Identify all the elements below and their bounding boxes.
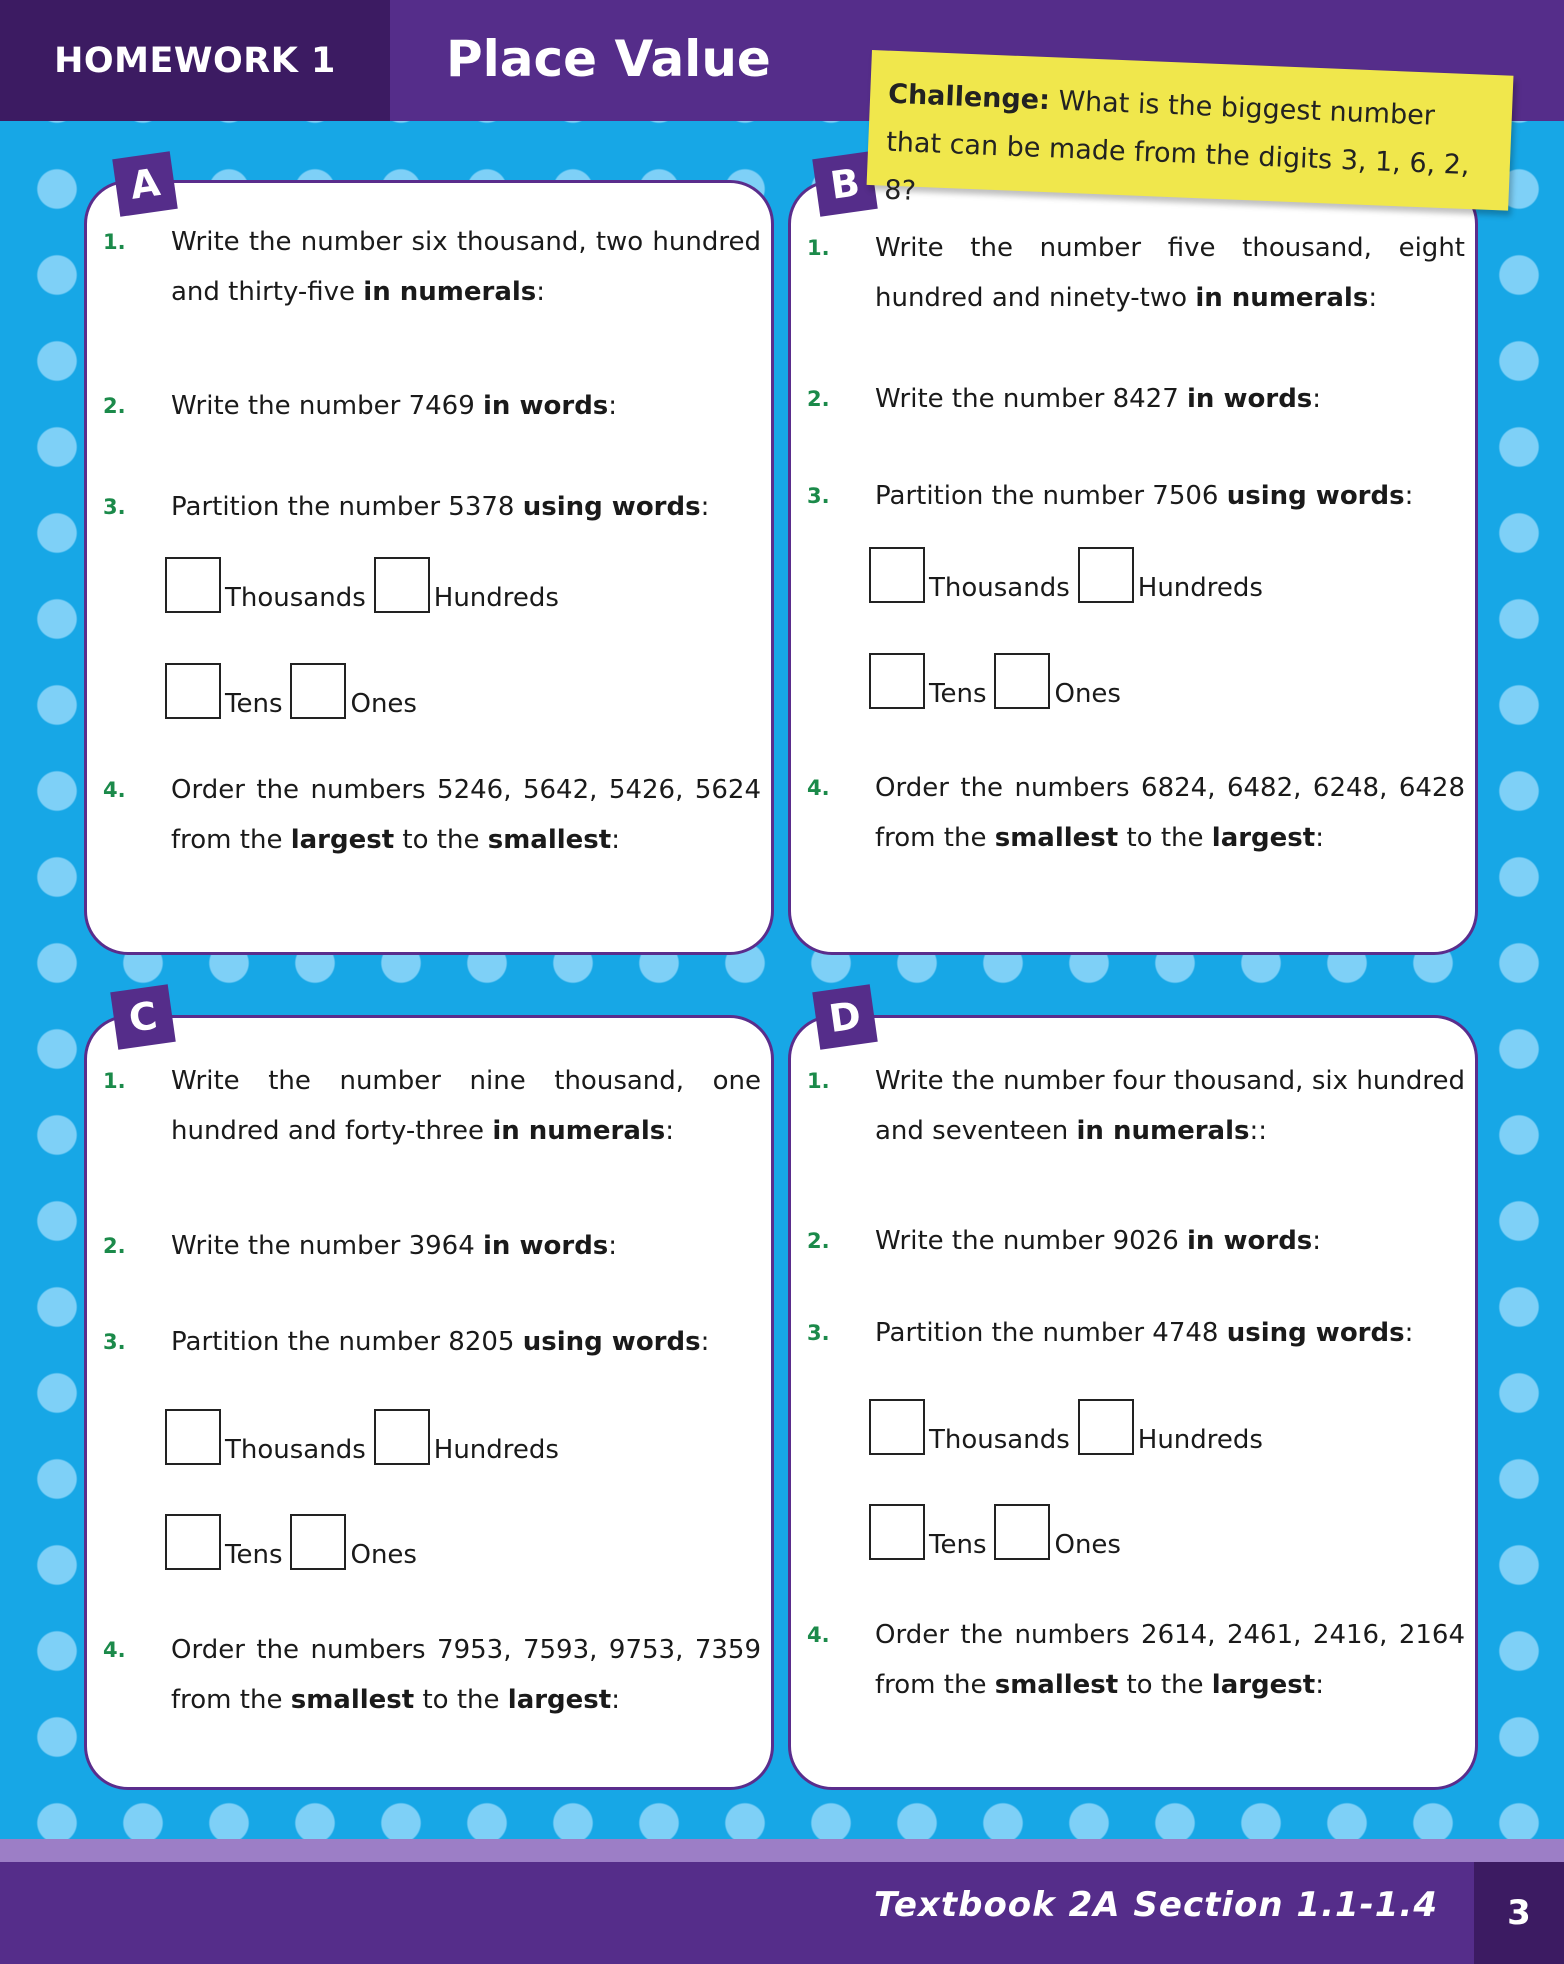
- question-text: Write the number nine thousand, one hundred and forty-three in numerals:: [171, 1066, 761, 1146]
- question-text: Order the numbers 5246, 5642, 5426, 5624 from the largest to the smallest:: [171, 775, 761, 855]
- challenge-label: Challenge:: [887, 78, 1051, 117]
- partition-row-tens-ones: Tens Ones: [869, 1504, 1129, 1560]
- ones-answer-box[interactable]: [994, 1504, 1050, 1560]
- section-badge-b: B: [812, 151, 878, 217]
- partition-row-thousands-hundreds: Thousands Hundreds: [165, 1409, 567, 1465]
- hundreds-answer-box[interactable]: [1078, 1399, 1134, 1455]
- partition-row-tens-ones: Tens Ones: [869, 653, 1129, 709]
- question-text: Write the number 8427 in words:: [875, 384, 1322, 414]
- section-badge-a: A: [112, 151, 178, 217]
- textbook-reference: Textbook 2A Section 1.1-1.4: [874, 1885, 1438, 1925]
- question-text: Write the number five thousand, eight hundred and ninety-two in numerals:: [875, 233, 1465, 313]
- question-text: Partition the number 7506 using words:: [875, 481, 1414, 511]
- thousands-answer-box[interactable]: [869, 547, 925, 603]
- question-text: Write the number four thousand, six hundred and seventeen in numerals::: [875, 1066, 1465, 1146]
- footer-stripe: [0, 1839, 1564, 1863]
- tens-answer-box[interactable]: [869, 1504, 925, 1560]
- question-text: Write the number 9026 in words:: [875, 1226, 1322, 1256]
- tens-answer-box[interactable]: [165, 1514, 221, 1570]
- thousands-answer-box[interactable]: [869, 1399, 925, 1455]
- question-text: Partition the number 8205 using words:: [171, 1327, 710, 1357]
- hundreds-answer-box[interactable]: [1078, 547, 1134, 603]
- tens-answer-box[interactable]: [869, 653, 925, 709]
- tens-answer-box[interactable]: [165, 663, 221, 719]
- section-badge-d: D: [812, 984, 878, 1050]
- partition-row-thousands-hundreds: Thousands Hundreds: [869, 1399, 1271, 1455]
- hundreds-answer-box[interactable]: [374, 1409, 430, 1465]
- question-text: Partition the number 5378 using words:: [171, 492, 710, 522]
- partition-row-tens-ones: Tens Ones: [165, 1514, 425, 1570]
- page-title: Place Value: [446, 30, 771, 88]
- question-text: Order the numbers 7953, 7593, 9753, 7359 from the smallest to the largest:: [171, 1635, 761, 1715]
- thousands-answer-box[interactable]: [165, 557, 221, 613]
- section-card-a: 1. Write the number six thousand, two hundred and thirty-five in numerals: 2. Write the number 7469 in words: 3. Partition the number 5378 using words: Thousands Hundreds Tens Ones 4. Order the numbers 5246, 5642, 5426, 5624 from the largest to the smallest:: [84, 180, 774, 955]
- question-text: Write the number six thousand, two hundred and thirty-five in numerals:: [171, 227, 761, 307]
- partition-row-tens-ones: Tens Ones: [165, 663, 425, 719]
- ones-answer-box[interactable]: [290, 663, 346, 719]
- page-number: 3: [1474, 1862, 1564, 1964]
- section-card-d: 1. Write the number four thousand, six hundred and seventeen in numerals:: 2. Write the number 9026 in words: 3. Partition the number 4748 using words: Thousands Hundreds Tens Ones 4. Order the numbers 2614, 2461, 2416, 2164 from the smallest to the largest:: [788, 1015, 1478, 1790]
- challenge-text: What is the biggest number that can be made from the digits 3, 1, 6, 2, 8?: [883, 85, 1471, 207]
- question-text: Write the number 3964 in words:: [171, 1231, 618, 1261]
- challenge-note: [867, 50, 1514, 211]
- partition-row-thousands-hundreds: Thousands Hundreds: [165, 557, 567, 613]
- question-text: Partition the number 4748 using words:: [875, 1318, 1414, 1348]
- homework-label: HOMEWORK 1: [0, 0, 390, 121]
- question-text: Order the numbers 2614, 2461, 2416, 2164 from the smallest to the largest:: [875, 1620, 1465, 1700]
- question-text: Write the number 7469 in words:: [171, 391, 618, 421]
- question-text: Order the numbers 6824, 6482, 6248, 6428 from the smallest to the largest:: [875, 773, 1465, 853]
- thousands-answer-box[interactable]: [165, 1409, 221, 1465]
- hundreds-answer-box[interactable]: [374, 557, 430, 613]
- section-card-c: 1. Write the number nine thousand, one hundred and forty-three in numerals: 2. Write the number 3964 in words: 3. Partition the number 8205 using words: Thousands Hundreds Tens Ones 4. Order the numbers 7953, 7593, 9753, 7359 from the smallest to the largest:: [84, 1015, 774, 1790]
- section-card-b: 1. Write the number five thousand, eight hundred and ninety-two in numerals: 2. Write the number 8427 in words: 3. Partition the number 7506 using words: Thousands Hundreds Tens Ones 4. Order the numbers 6824, 6482, 6248, 6428 from the smallest to the largest:: [788, 180, 1478, 955]
- section-badge-c: C: [110, 984, 176, 1050]
- ones-answer-box[interactable]: [994, 653, 1050, 709]
- partition-row-thousands-hundreds: Thousands Hundreds: [869, 547, 1271, 603]
- ones-answer-box[interactable]: [290, 1514, 346, 1570]
